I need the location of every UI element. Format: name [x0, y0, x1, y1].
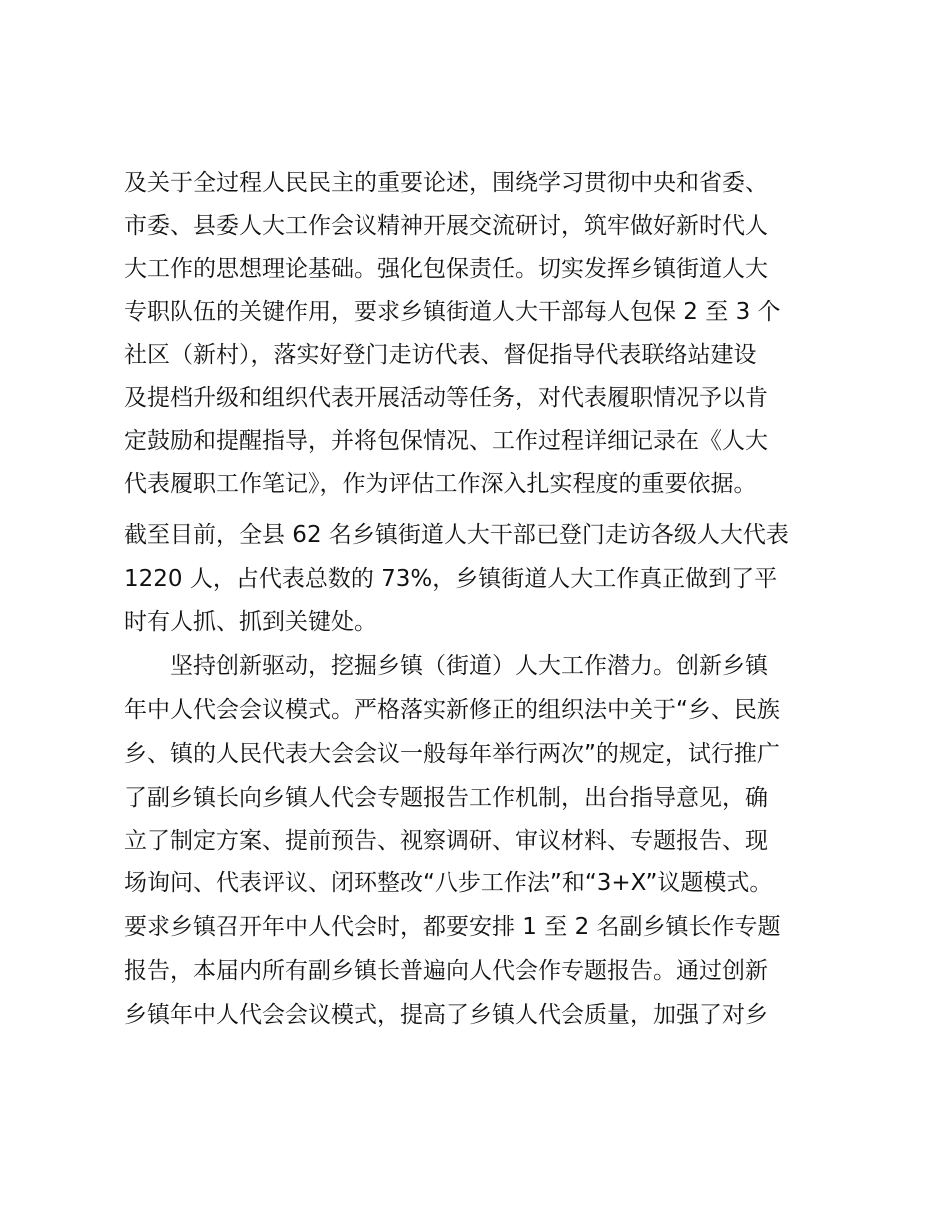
text-line: 了副乡镇长向乡镇人代会专题报告工作机制，出台指导意见，确 — [124, 785, 768, 811]
text-line: 要求乡镇召开年中人代会时，都要安排 1 至 2 名副乡镇长作专题 — [124, 914, 781, 940]
text-line: 时有人抓、抓到关键处。 — [124, 609, 377, 635]
text-line: 1220 人，占代表总数的 73%，乡镇街道人大工作真正做到了平 — [124, 566, 778, 592]
text-line: 年中人代会会议模式。严格落实新修正的组织法中关于“乡、民族 — [124, 697, 780, 723]
text-line: 及提档升级和组织代表开展活动等任务，对代表履职情况予以肯 — [124, 385, 768, 411]
text-line: 专职队伍的关键作用，要求乡镇街道人大干部每人包保 2 至 3 个 — [124, 299, 781, 325]
text-line: 坚持创新驱动，挖掘乡镇（街道）人大工作潜力。创新乡镇 — [170, 653, 768, 679]
text-line: 定鼓励和提醒指导，并将包保情况、工作过程详细记录在《人大 — [124, 428, 768, 454]
text-line: 乡镇年中人代会会议模式，提高了乡镇人代会质量，加强了对乡 — [124, 1002, 768, 1028]
text-line: 乡、镇的人民代表大会会议一般每年举行两次”的规定，试行推广 — [124, 741, 780, 767]
text-line: 大工作的思想理论基础。强化包保责任。切实发挥乡镇街道人大 — [124, 256, 768, 282]
text-line: 立了制定方案、提前预告、视察调研、审议材料、专题报告、现 — [124, 828, 768, 854]
text-line: 代表履职工作笔记》，作为评估工作深入扎实程度的重要依据。 — [124, 471, 757, 497]
text-line: 社区（新村），落实好登门走访代表、督促指导代表联络站建设 — [124, 342, 757, 368]
text-line: 截至目前，全县 62 名乡镇街道人大干部已登门走访各级人大代表 — [124, 522, 789, 548]
text-line: 报告，本届内所有副乡镇长普遍向人代会作专题报告。通过创新 — [124, 958, 768, 984]
text-line: 市委、县委人大工作会议精神开展交流研讨，筑牢做好新时代人 — [124, 213, 768, 239]
text-line: 场询问、代表评议、闭环整改“八步工作法”和“3+X”议题模式。 — [124, 870, 773, 896]
text-line: 及关于全过程人民民主的重要论述，围绕学习贯彻中央和省委、 — [124, 170, 768, 196]
